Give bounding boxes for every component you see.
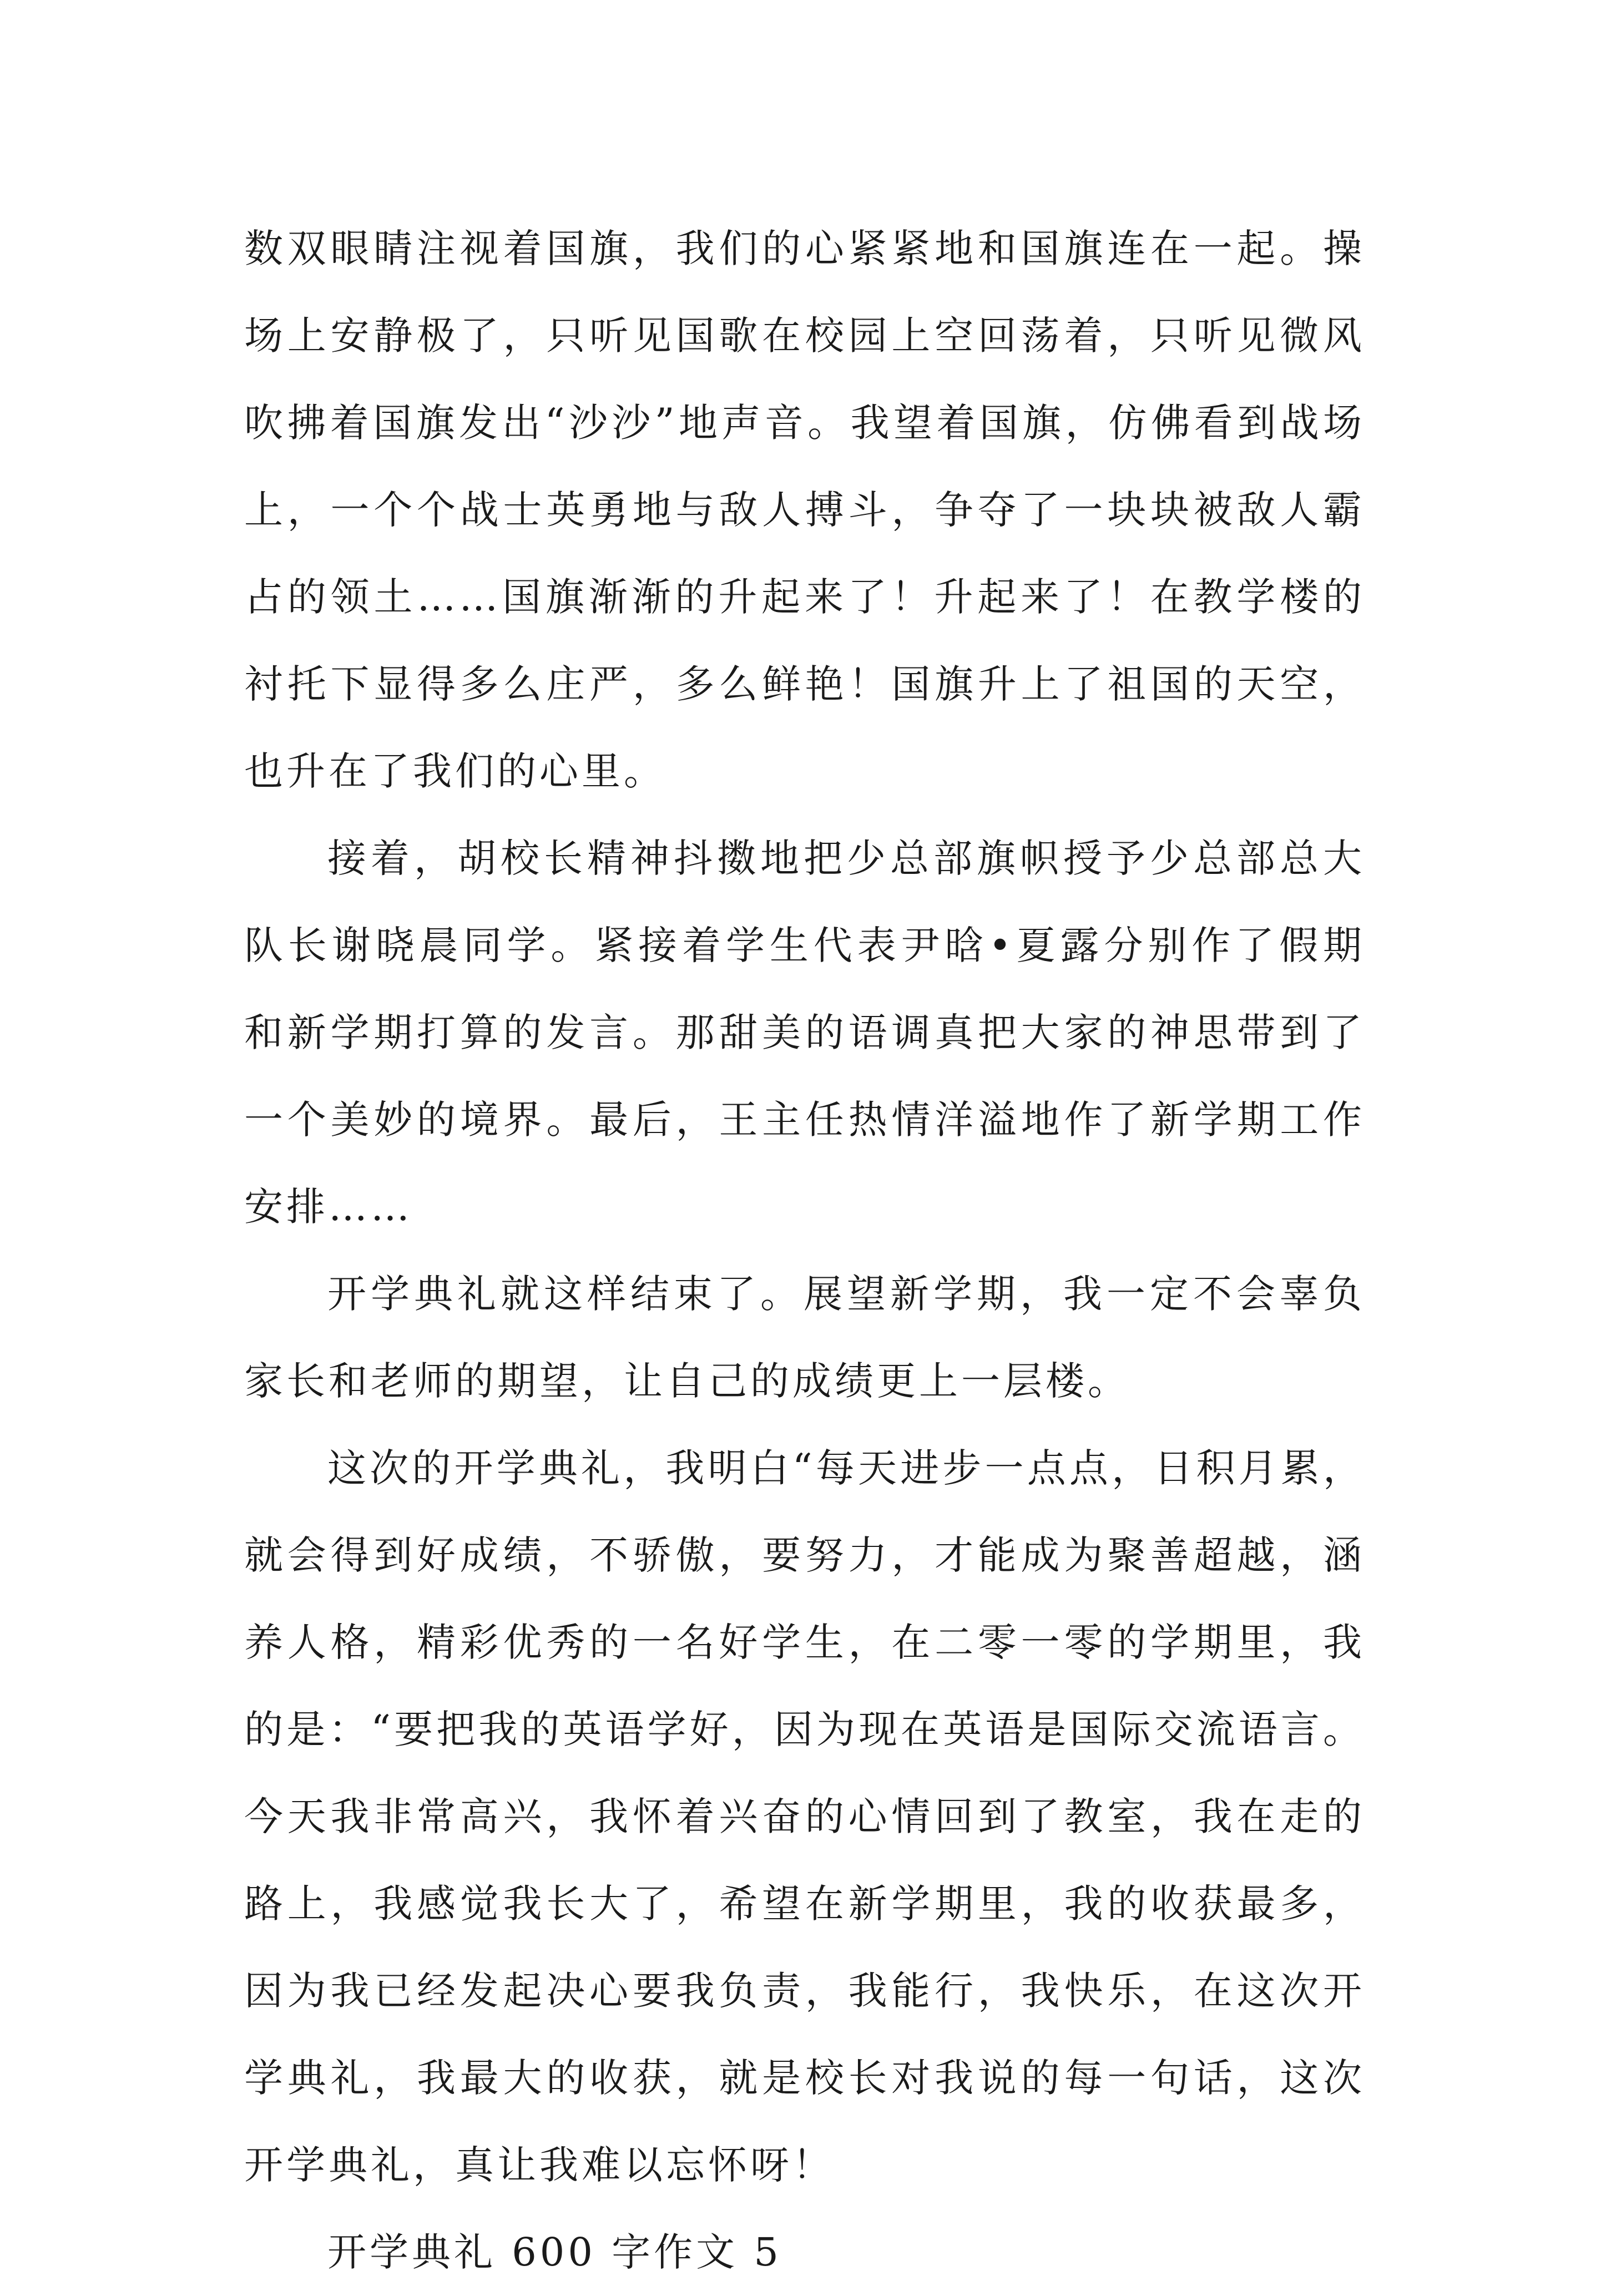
paragraph-flag-presentation: 接着，胡校长精神抖擞地把少总部旗帜授予少总部总大队长谢晓晨同学。紧接着学生代表尹晗•夏露分别作了假期和新学期打算的发言。那甜美的语调真把大家的神思带到了一个美妙的境界。最后，王主任热情洋溢地作了新学期工作安排…… xyxy=(244,836,1365,1230)
paragraph-ceremony-end: 开学典礼就这样结束了。展望新学期，我一定不会辜负家长和老师的期望，让自己的成绩更上一层楼。 xyxy=(244,1271,1365,1404)
essay-heading: 开学典礼 600 字作文 5 xyxy=(327,2229,782,2275)
document-body xyxy=(244,205,1365,2296)
paragraph-reflection: 这次的开学典礼，我明白“每天进步一点点，日积月累，就会得到好成绩，不骄傲，要努力，才能成为聚善超越，涵养人格，精彩优秀的一名好学生，在二零一零的学期里，我的是：“要把我的英语学好，因为现在英语是国际交流语言。今天我非常高兴，我怀着兴奋的心情回到了教室，我在走的路上，我感觉我长大了，希望在新学期里，我的收获最多，因为我已经发起决心要我负责，我能行，我快乐，在这次开学典礼，我最大的收获，就是校长对我说的每一句话，这次开学典礼，真让我难以忘怀呀！ xyxy=(244,1445,1365,2188)
paragraph-flag-raising: 数双眼睛注视着国旗，我们的心紧紧地和国旗连在一起。操场上安静极了，只听见国歌在校园上空回荡着，只听见微风吹拂着国旗发出“沙沙”地声音。我望着国旗，仿佛看到战场上，一个个战士英勇地与敌人搏斗，争夺了一块块被敌人霸占的领土……国旗渐渐的升起来了！升起来了！在教学楼的衬托下显得多么庄严，多么鲜艳！国旗升上了祖国的天空，也升在了我们的心里。 xyxy=(244,226,1365,794)
